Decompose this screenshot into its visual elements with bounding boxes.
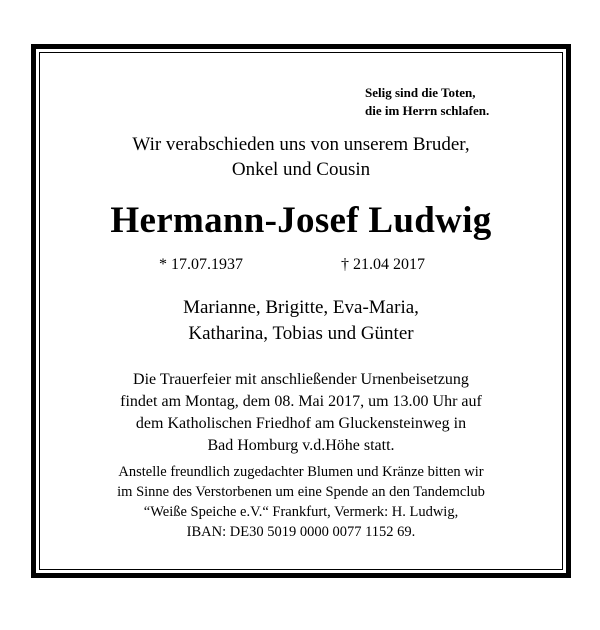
farewell-intro-line-1: Wir verabschieden uns von unserem Bruder, [132,134,470,155]
ceremony-line-4: Bad Homburg v.d.Höhe statt. [207,437,395,454]
bible-verse-line-2: die im Herrn schlafen. [365,103,490,118]
donation-line-1: Anstelle freundlich zugedachter Blumen und Kränze bitten wir [118,464,484,480]
donation-line-3: “Weiße Speiche e.V.“ Frankfurt, Vermerk: H. Ludwig, [143,504,459,520]
farewell-intro [36,132,566,182]
ceremony-line-1: Die Trauerfeier mit anschließender Urnenbeisetzung [133,371,469,388]
donation-line-2: im Sinne des Verstorbenen um eine Spende an den Tandemclub [117,484,485,500]
deceased-name: Hermann-Josef Ludwig [110,200,492,241]
ceremony-line-3: dem Katholischen Friedhof am Gluckensteinweg in [135,415,467,432]
relatives-line-1: Marianne, Brigitte, Eva-Maria, [183,297,419,318]
relatives-line-2: Katharina, Tobias und Günter [188,323,414,344]
donation-line-4: IBAN: DE30 5019 0000 0077 1152 69. [186,524,416,540]
ceremony-details [36,369,566,457]
bible-verse-line-1: Selig sind die Toten, [365,85,476,100]
birth-date: * 17.07.1937 [159,256,243,273]
bible-verse [365,84,525,120]
obituary-notice [31,44,571,578]
ceremony-line-2: findet am Montag, dem 08. Mai 2017, um 13.00 Uhr auf [120,393,482,410]
farewell-intro-line-2: Onkel und Cousin [231,159,371,180]
relatives-list [36,295,566,347]
death-date: † 21.04 2017 [341,256,425,273]
donation-request [36,462,566,542]
